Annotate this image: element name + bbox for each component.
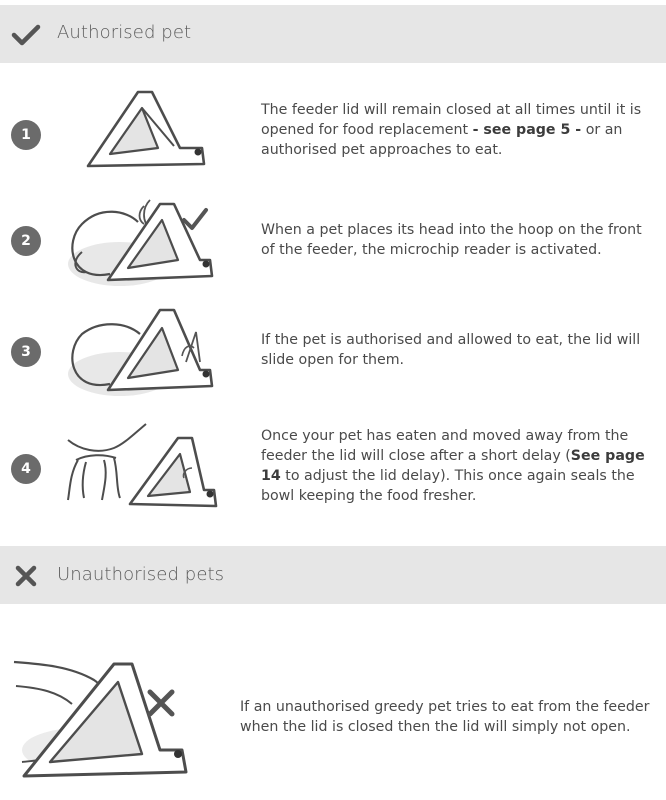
unauthorised-pets-header xyxy=(0,546,666,604)
step-1-text: The feeder lid will remain closed at all times until it is opened for food replacement - see page 5 - or an authorised pet approaches to eat. xyxy=(261,102,642,158)
step-4-text: Once your pet has eaten and moved away from the feeder the lid will close after a short delay (See page 14 to adjust the lid delay). This once again seals the bowl keeping the food fresher. xyxy=(261,428,645,504)
cat-blocked-cross-icon xyxy=(10,650,200,790)
authorised-pet-header xyxy=(0,5,666,63)
checkmark-icon xyxy=(10,19,42,51)
authorised-pet-title: Authorised pet xyxy=(57,22,192,43)
step-1 xyxy=(0,86,666,176)
step-3 xyxy=(0,302,666,402)
cat-walking-away-icon xyxy=(60,414,220,514)
step-3-text: If the pet is authorised and allowed to eat, the lid will slide open for them. xyxy=(261,332,641,368)
cat-at-feeder-check-icon xyxy=(60,192,220,292)
unauthorised-pets-title: Unauthorised pets xyxy=(57,564,225,585)
feeder-closed-icon xyxy=(80,86,210,176)
step-4 xyxy=(0,414,666,524)
step-number: 2 xyxy=(11,226,41,256)
step-number: 4 xyxy=(11,454,41,484)
step-2 xyxy=(0,192,666,292)
step-2-text: When a pet places its head into the hoop on the front of the feeder, the microchip reader is activated. xyxy=(261,222,642,258)
step-number: 1 xyxy=(11,120,41,150)
unauthorised-note xyxy=(0,650,666,790)
cat-eating-lid-open-icon xyxy=(60,302,220,402)
cross-icon xyxy=(10,560,42,592)
unauthorised-text: If an unauthorised greedy pet tries to eat from the feeder when the lid is closed then the lid will simply not open. xyxy=(240,699,650,735)
step-number: 3 xyxy=(11,337,41,367)
